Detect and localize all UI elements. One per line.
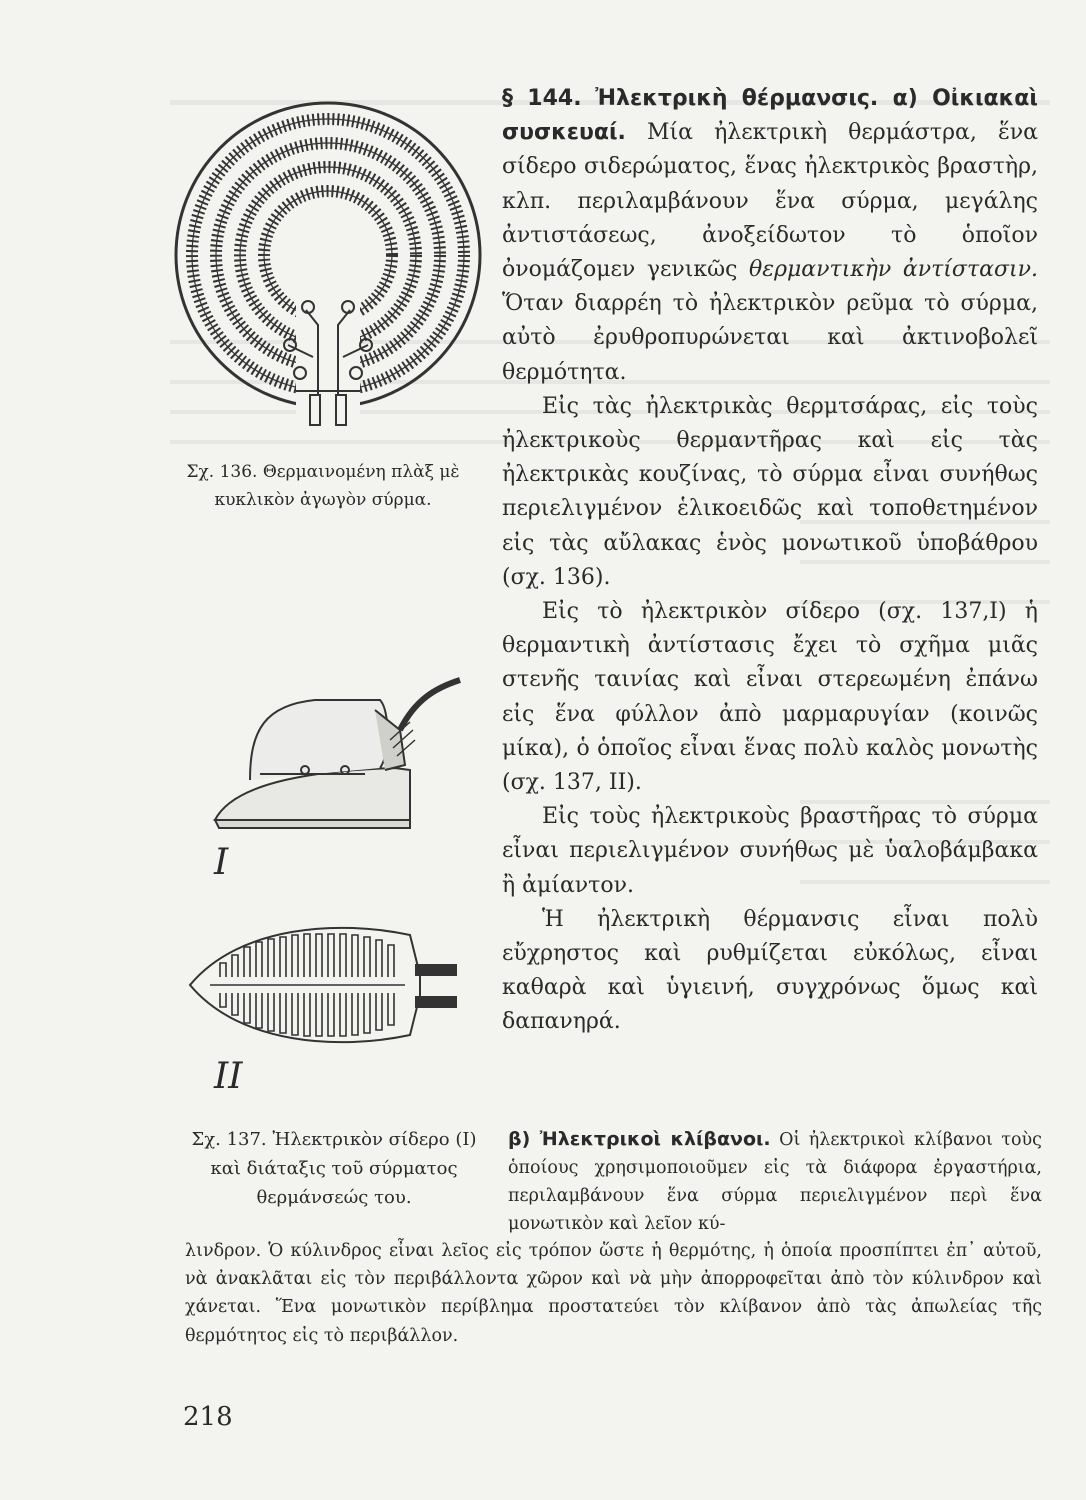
heating-plate-figure bbox=[168, 95, 488, 435]
subsection-text: Οἱ ἠλεκτρικοὶ κλίβανοι τοὺς ὁποίους χρησιμοποιοῦμεν εἰς τὰ διάφορα ἐργαστήρια, περιλαμβάνουν ἕνα σύρμα περιελιγμένον περὶ ἕνα μονωτικὸν καὶ λεῖον κύ- bbox=[508, 1130, 1042, 1234]
figure-137-caption: Σχ. 137. Ἠλεκτρικὸν σίδερο (I) καὶ διάταξις τοῦ σύρματος θερμάνσεώς του. bbox=[191, 1129, 477, 1208]
section-144-paragraph bbox=[502, 82, 1038, 390]
paragraph-kettles: Εἰς τοὺς ἠλεκτρικοὺς βραστῆρας τὸ σύρμα εἶναι περιελιγμένον συνήθως μὲ ὑαλοβάμβακα ἢ ἀμίαντον. bbox=[502, 804, 1038, 898]
figure-137-label-ii: II bbox=[214, 1056, 243, 1097]
paragraph-summary: Ἡ ἠλεκτρικὴ θέρμανσις εἶναι πολὺ εὔχρηστος καὶ ρυθμίζεται εὐκόλως, εἶναι καθαρὰ καὶ ὑγιεινή, συγχρόνως ὅμως καὶ δαπανηρά. bbox=[502, 906, 1038, 1035]
section-after-term: Ὅταν διαρρέη τὸ ἠλεκτρικὸν ρεῦμα τὸ σύρμα, αὐτὸ ἐρυθροπυρώνεται καὶ ἀκτινοβολεῖ θερμότητα. bbox=[502, 291, 1038, 385]
subsection-title: β) Ἠλεκτρικοὶ κλίβανοι. bbox=[508, 1128, 771, 1150]
electric-iron-figure bbox=[205, 670, 485, 845]
heating-ribbon-figure bbox=[180, 915, 470, 1055]
full-width-paragraph: λινδρον. Ὁ κύλινδρος εἶναι λεῖος εἰς τρόπον ὥστε ἡ θερμότης, ἡ ὁποία προσπίπτει ἐπ᾽ αὐτοῦ, νὰ ἀνακλᾶται εἰς τὸν περιβάλλοντα χῶρον καὶ νὰ μὴν ἀπορροφεῖται ἀπὸ τὸν κύλινδρον καὶ χάνεται. Ἕνα μονωτικὸν περίβλημα προστατεύει τὸν κλίβανον ἀπὸ τὰς ἀπωλείας τῆς θερμότητος εἰς τὸ περιβάλλον. bbox=[185, 1241, 1042, 1346]
page-number: 218 bbox=[183, 1402, 233, 1432]
paragraph-heaters: Εἰς τὰς ἠλεκτρικὰς θερμτσάρας, εἰς τοὺς ἠλεκτρικοὺς θερμαντῆρας καὶ εἰς τὰς ἠλεκτρικὰς κουζίνας, τὸ σύρμα εἶναι συνήθως περιελιγμένον ἑλικοειδῶς καὶ τοποθετημένον εἰς τὰς αὔλακας ἑνὸς μονωτικοῦ ὑποβάθρου (σχ. 136). bbox=[502, 393, 1038, 590]
figure-136-caption: Σχ. 136. Θερμαινομένη πλὰξ μὲ κυκλικὸν ἀγωγὸν σύρμα. bbox=[186, 462, 460, 510]
main-text-column bbox=[502, 82, 1038, 1040]
section-intro: Μία ἠλεκτρικὴ θερμάστρα, ἕνα σίδερο σιδερώματος, ἕνας ἠλεκτρικὸς βραστὴρ, κλπ. περιλαμβάνουν ἕνα σύρμα, μεγάλης ἀντιστάσεως, ἀνοξείδωτον τὸ ὁποῖον ὀνομάζομεν γενικῶς bbox=[502, 120, 1038, 283]
section-title: Ἠλεκτρικὴ θέρμανσις. α) Οἰκιακαὶ συσκευαί. bbox=[502, 86, 1038, 146]
section-term: θερμαντικὴν ἀντίστασιν. bbox=[749, 257, 1038, 283]
figure-137-label-i: I bbox=[214, 842, 229, 883]
paragraph-iron: Εἰς τὸ ἠλεκτρικὸν σίδερο (σχ. 137,I) ἡ θερμαντικὴ ἀντίστασις ἔχει τὸ σχῆμα μιᾶς στενῆς ταινίας καὶ εἶναι στερεωμένη ἐπάνω εἰς ἕνα φύλλον ἀπὸ μαρμαρυγίαν (κοινῶς μίκα), ὁ ὁποῖος εἶναι ἕνας πολὺ καλὸς μονωτὴς (σχ. 137, II). bbox=[502, 599, 1038, 796]
section-number: § 144. bbox=[502, 86, 582, 111]
subsection-paragraph bbox=[508, 1125, 1042, 1238]
